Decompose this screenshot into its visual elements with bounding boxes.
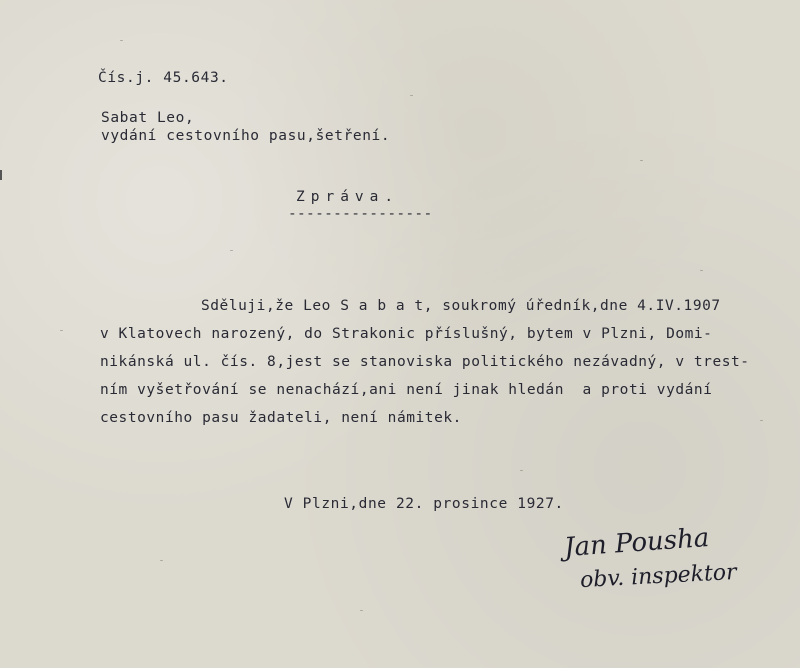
paper-speck	[120, 40, 123, 41]
paper-speck	[60, 330, 63, 331]
report-body	[100, 292, 790, 432]
paper-speck	[520, 470, 523, 471]
body-line: v Klatovech narozený, do Strakonic příslušný, bytem v Plzni, Domi-	[100, 326, 713, 342]
paper-speck	[640, 160, 643, 161]
body-line: cestovního pasu žadateli, není námitek.	[100, 410, 462, 426]
subject-line-1: Sabat Leo,	[101, 110, 195, 126]
signature-name: Jan Pousha	[563, 522, 711, 564]
handwritten-signature	[550, 522, 750, 608]
title-underline: ----------------	[288, 206, 433, 222]
reference-number: Čís.j. 45.643.	[98, 70, 229, 86]
paper-speck	[700, 270, 703, 271]
place-and-date: V Plzni,dne 22. prosince 1927.	[284, 496, 564, 512]
document-title: Zpráva.	[296, 189, 400, 205]
body-line: Sděluji,že Leo S a b a t, soukromý úředník,dne 4.IV.1907	[201, 298, 721, 314]
paper-speck	[230, 250, 233, 251]
subject-line-2: vydání cestovního pasu,šetření.	[101, 128, 391, 144]
paper-speck	[360, 610, 363, 611]
edge-mark	[0, 170, 2, 180]
body-line: nikánská ul. čís. 8,jest se stanoviska politického nezávadný, v trest-	[100, 354, 750, 370]
paper-speck	[410, 95, 413, 96]
signature-role: obv. inspektor	[579, 559, 738, 594]
body-line: ním vyšetřování se nenachází,ani není jinak hledán a proti vydání	[100, 382, 713, 398]
paper-speck	[160, 560, 163, 561]
